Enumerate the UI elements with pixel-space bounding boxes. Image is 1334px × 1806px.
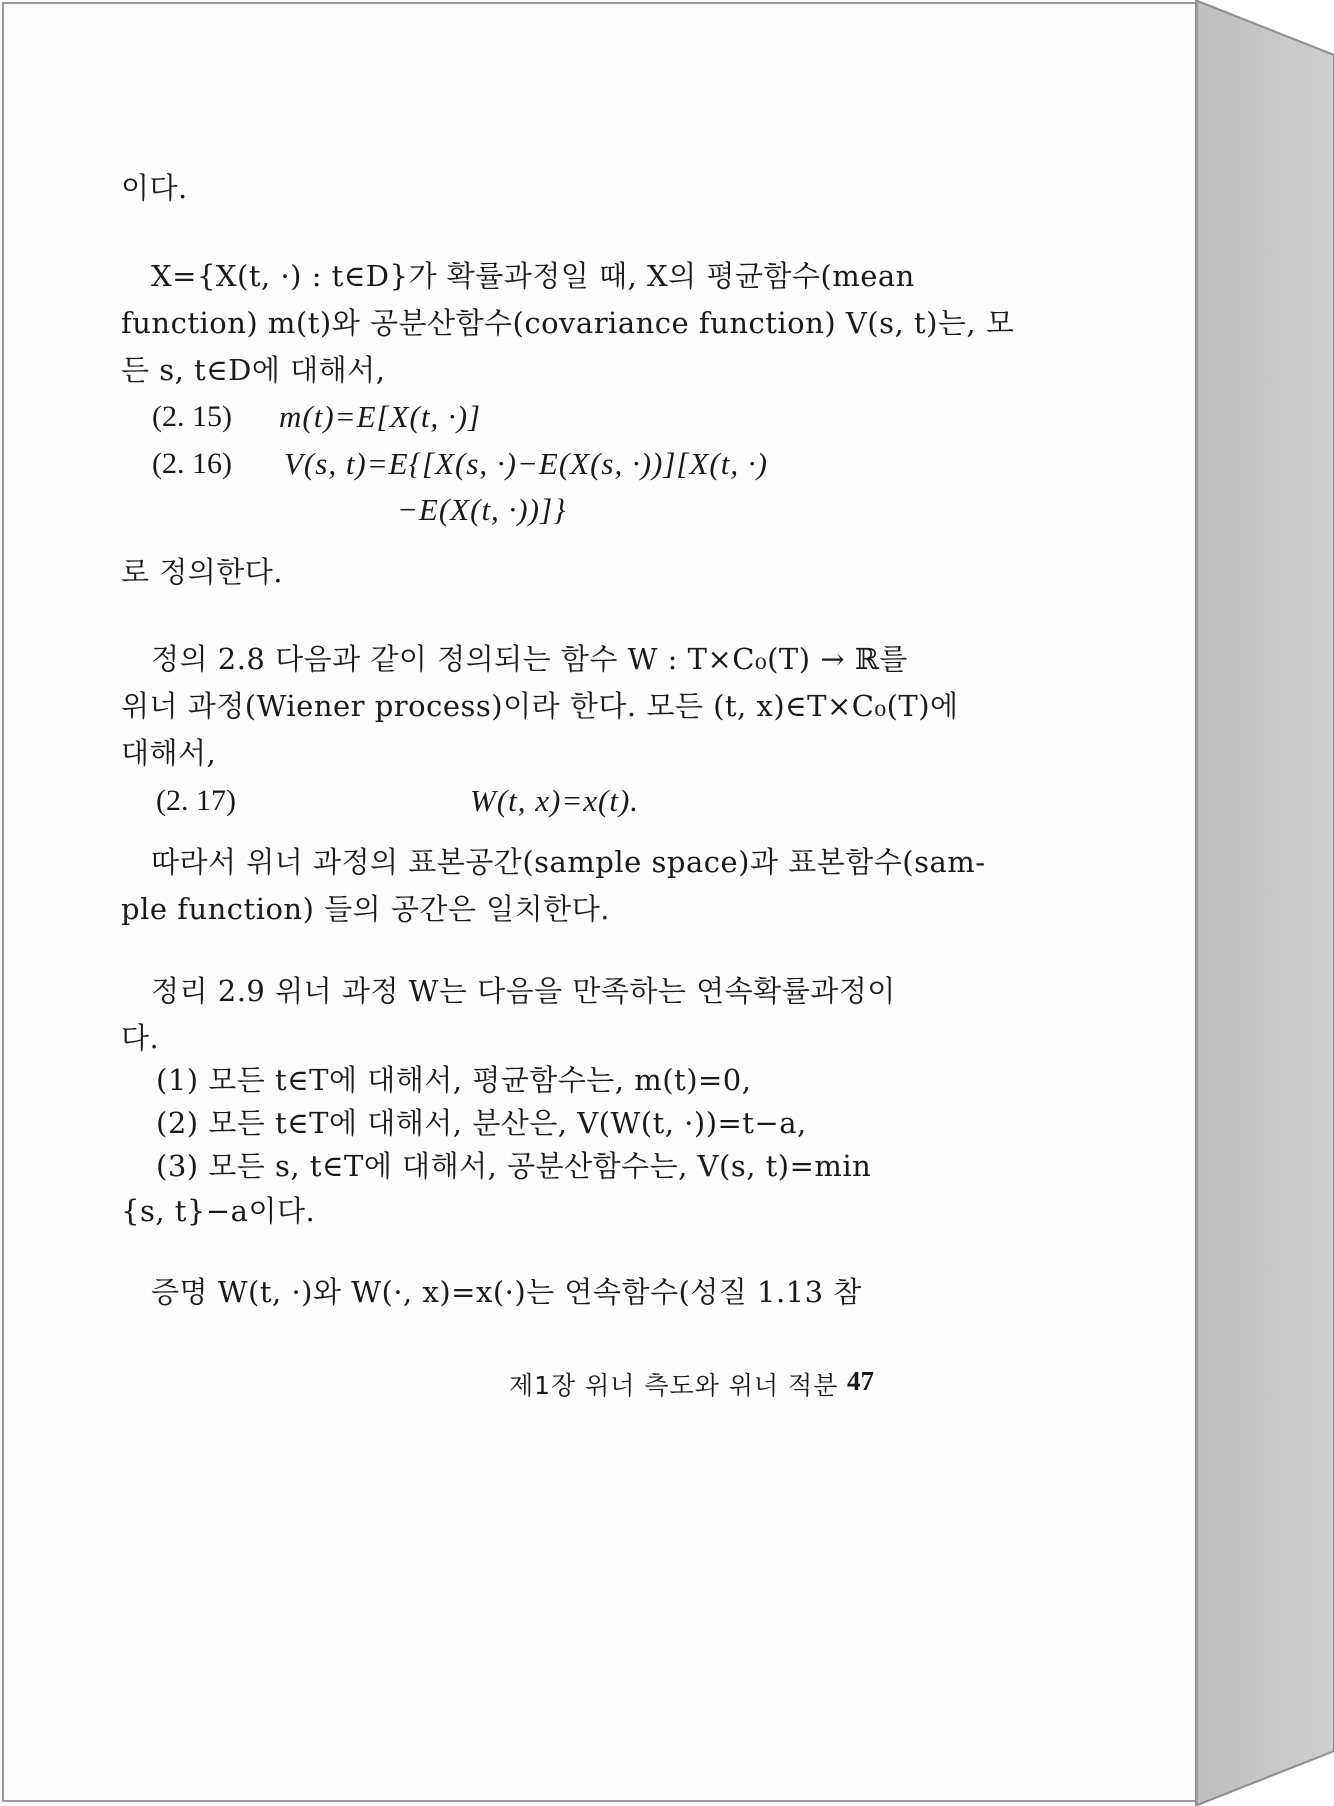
list-item: (2) 모든 t∈T에 대해서, 분산은, V(W(t, ·))=t−a, <box>156 1106 807 1140</box>
running-footer: 제1장 위너 측도와 위너 적분 <box>509 1371 839 1400</box>
text-line: 이다. <box>121 171 188 205</box>
text-line: 따라서 위너 과정의 표본공간(sample space)과 표본함수(sam- <box>151 845 986 879</box>
text-line: X={X(t, ·) : t∈D}가 확률과정일 때, X의 평균함수(mean <box>151 259 915 293</box>
equation: V(s, t)=E{[X(s, ·)−E(X(s, ·))][X(t, ·) <box>284 446 768 481</box>
page-sheet <box>2 2 1197 1802</box>
text-line: 로 정의한다. <box>121 555 284 589</box>
equation: m(t)=E[X(t, ·)] <box>279 399 482 434</box>
page-number: 47 <box>847 1366 874 1396</box>
equation-number: (2. 16) <box>152 447 232 480</box>
book-edge <box>1195 0 1334 1806</box>
definition-heading: 정의 2.8 다음과 같이 정의되는 함수 W : T×C₀(T) → ℝ를 <box>151 642 908 676</box>
proof-heading: 증명 W(t, ·)와 W(·, x)=x(·)는 연속함수(성질 1.13 참 <box>151 1275 862 1309</box>
book-edge-face <box>1195 0 1334 1806</box>
text-line: 대해서, <box>121 736 217 770</box>
text-line: 다. <box>121 1021 160 1055</box>
text-line: 든 s, t∈D에 대해서, <box>121 353 386 387</box>
list-item: (1) 모든 t∈T에 대해서, 평균함수는, m(t)=0, <box>156 1063 752 1097</box>
equation-number: (2. 17) <box>156 784 236 817</box>
theorem-heading: 정리 2.9 위너 과정 W는 다음을 만족하는 연속확률과정이 <box>151 974 896 1008</box>
equation-number: (2. 15) <box>152 400 232 433</box>
text-line: function) m(t)와 공분산함수(covariance function) V(s, t)는, 모 <box>121 306 1015 340</box>
list-item: (3) 모든 s, t∈T에 대해서, 공분산함수는, V(s, t)=min <box>156 1149 872 1183</box>
equation-continuation: −E(X(t, ·))]} <box>397 492 567 527</box>
text-line: 위너 과정(Wiener process)이라 한다. 모든 (t, x)∈T×C₀(T)에 <box>121 689 959 723</box>
text-line: ple function) 들의 공간은 일치한다. <box>121 892 610 926</box>
text-line: {s, t}−a이다. <box>121 1194 316 1228</box>
equation: W(t, x)=x(t). <box>470 783 640 818</box>
